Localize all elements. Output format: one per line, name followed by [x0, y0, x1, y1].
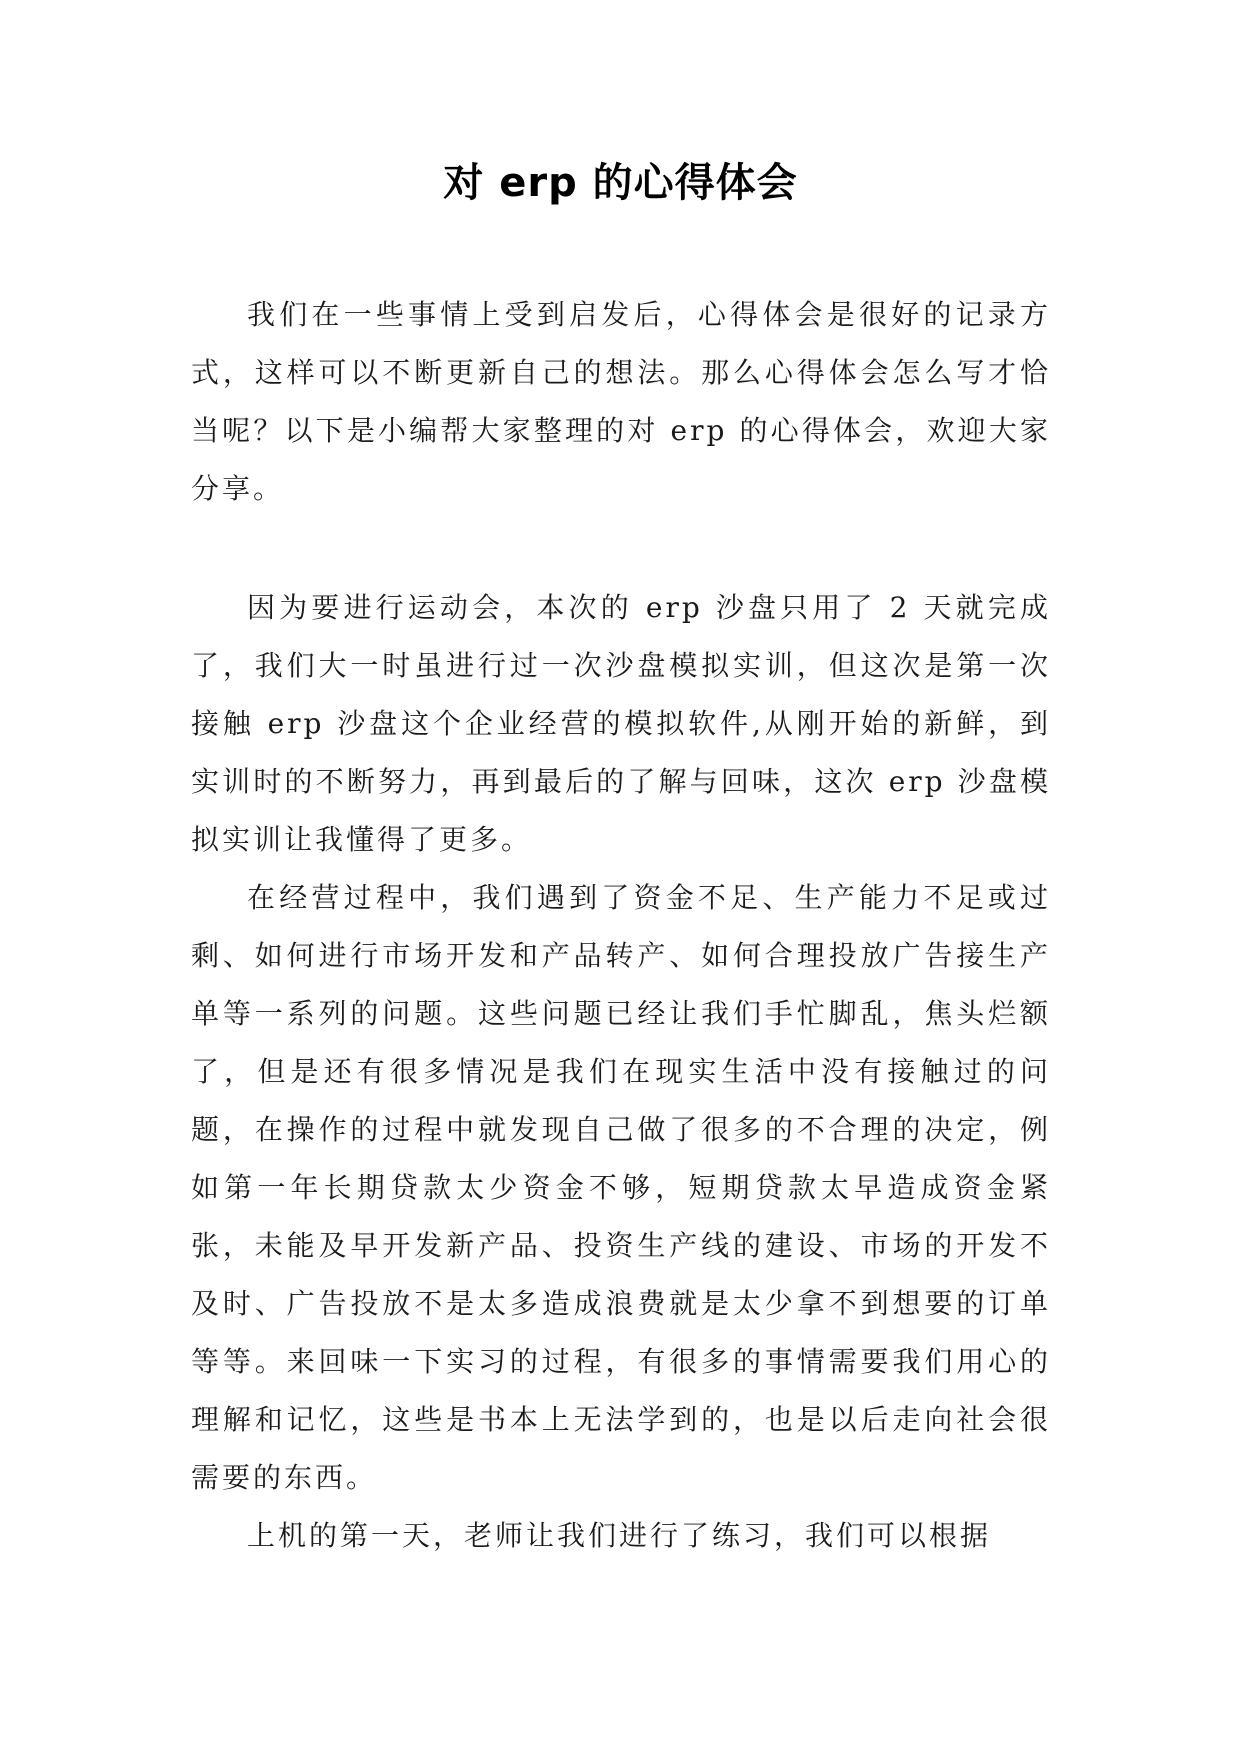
- document-title: 对 erp 的心得体会: [443, 160, 798, 206]
- article-body: [191, 579, 1051, 1565]
- intro-section: [191, 286, 1051, 518]
- body-paragraph-2: 在经营过程中，我们遇到了资金不足、生产能力不足或过剩、如何进行市场开发和产品转产、如何合理投放广告接生产单等一系列的问题。这些问题已经让我们手忙脚乱，焦头烂额了，但是还有很多情况是我们在现实生活中没有接触过的问题，在操作的过程中就发现自己做了很多的不合理的决定，例如第一年长期贷款太少资金不够，短期贷款太早造成资金紧张，未能及早开发新产品、投资生产线的建设、市场的开发不及时、广告投放不是太多造成浪费就是太少拿不到想要的订单等等。来回味一下实习的过程，有很多的事情需要我们用心的理解和记忆，这些是书本上无法学到的，也是以后走向社会很需要的东西。: [191, 881, 1051, 1494]
- intro-paragraph: 我们在一些事情上受到启发后，心得体会是很好的记录方式，这样可以不断更新自己的想法。那么心得体会怎么写才恰当呢？以下是小编帮大家整理的对 erp 的心得体会，欢迎大家分享。: [191, 298, 1051, 505]
- body-paragraph-1: 因为要进行运动会，本次的 erp 沙盘只用了 2 天就完成了，我们大一时虽进行过一次沙盘模拟实训，但这次是第一次接触 erp 沙盘这个企业经营的模拟软件,从刚开始的新鲜，到实训时的不断努力，再到最后的了解与回味，这次 erp 沙盘模拟实训让我懂得了更多。: [191, 591, 1051, 856]
- body-paragraph-3: 上机的第一天，老师让我们进行了练习，我们可以根据: [247, 1519, 992, 1552]
